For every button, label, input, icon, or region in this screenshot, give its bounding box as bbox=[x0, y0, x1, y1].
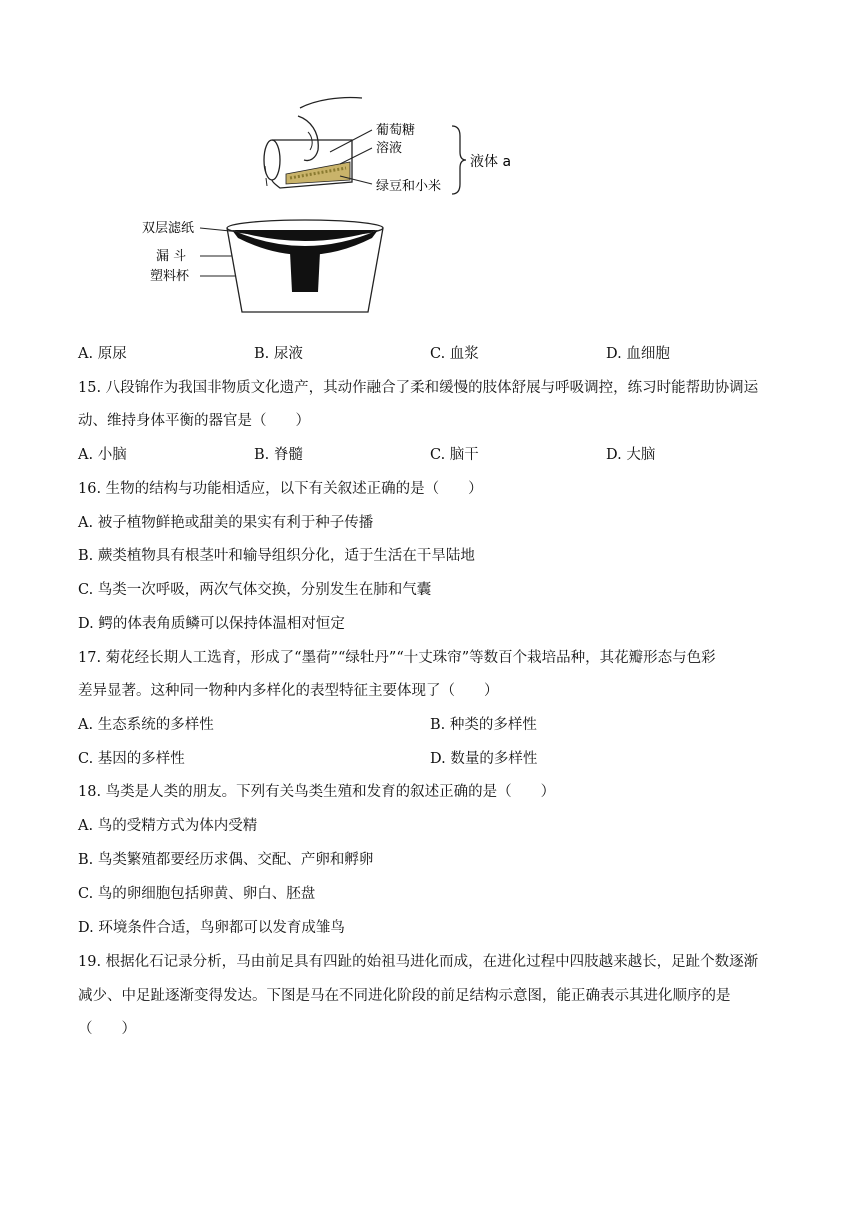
q14-option-a[interactable]: A. 原尿 bbox=[78, 346, 127, 362]
q19-stem-line2: 减少、中足趾逐渐变得发达。下图是马在不同进化阶段的前足结构示意图，能正确表示其进化顺序的是 bbox=[78, 988, 731, 1004]
q17-option-c[interactable]: C. 基因的多样性 bbox=[78, 751, 185, 767]
q14-option-b[interactable]: B. 尿液 bbox=[254, 346, 303, 362]
funnel-label: 漏 斗 bbox=[156, 249, 187, 264]
q16-option-a[interactable]: A. 被子植物鲜艳或甜美的果实有利于种子传播 bbox=[78, 515, 374, 531]
solution-label: 溶液 bbox=[376, 141, 403, 156]
q18-option-b[interactable]: B. 鸟类繁殖都要经历求偶、交配、产卵和孵卵 bbox=[78, 852, 374, 868]
q18-option-d[interactable]: D. 环境条件合适，鸟卵都可以发育成雏鸟 bbox=[78, 920, 345, 936]
q15-option-b[interactable]: B. 脊髓 bbox=[254, 447, 303, 463]
filtration-figure bbox=[140, 92, 540, 332]
q18-option-c[interactable]: C. 鸟的卵细胞包括卵黄、卵白、胚盘 bbox=[78, 886, 316, 902]
q17-stem-line2: 差异显著。这种同一物种内多样化的表型特征主要体现了（ ） bbox=[78, 683, 499, 699]
beans-label: 绿豆和小米 bbox=[376, 179, 442, 194]
q19-stem-line1: 19. 根据化石记录分析，马由前足具有四趾的始祖马进化而成，在进化过程中四肢越来越长，足趾个数逐渐 bbox=[78, 954, 759, 970]
q19-stem-line3: （ ） bbox=[78, 1021, 136, 1037]
q16-option-d[interactable]: D. 鳄的体表角质鳞可以保持体温相对恒定 bbox=[78, 616, 345, 632]
q16-option-b[interactable]: B. 蕨类植物具有根茎叶和输导组织分化，适于生活在干旱陆地 bbox=[78, 548, 475, 564]
q15-option-d[interactable]: D. 大脑 bbox=[606, 447, 656, 463]
q16-stem: 16. 生物的结构与功能相适应，以下有关叙述正确的是（ ） bbox=[78, 481, 483, 497]
q17-stem-line1: 17. 菊花经长期人工选育，形成了“墨荷”“绿牡丹”“十丈珠帘”等数百个栽培品种，其花瓣形态与色彩 bbox=[78, 650, 716, 666]
cup-label: 塑料杯 bbox=[150, 269, 190, 284]
filter-paper-label: 双层滤纸 bbox=[142, 221, 195, 236]
q15-stem-line1: 15. 八段锦作为我国非物质文化遗产，其动作融合了柔和缓慢的肢体舒展与呼吸调控，练习时能帮助协调运 bbox=[78, 380, 759, 396]
q17-option-a[interactable]: A. 生态系统的多样性 bbox=[78, 717, 214, 733]
q15-option-c[interactable]: C. 脑干 bbox=[430, 447, 479, 463]
q17-option-d[interactable]: D. 数量的多样性 bbox=[430, 751, 538, 767]
glucose-label: 葡萄糖 bbox=[376, 123, 416, 138]
q18-option-a[interactable]: A. 鸟的受精方式为体内受精 bbox=[78, 818, 258, 834]
q14-option-d[interactable]: D. 血细胞 bbox=[606, 346, 670, 362]
q18-stem: 18. 鸟类是人类的朋友。下列有关鸟类生殖和发育的叙述正确的是（ ） bbox=[78, 784, 556, 800]
q16-option-c[interactable]: C. 鸟类一次呼吸，两次气体交换，分别发生在肺和气囊 bbox=[78, 582, 432, 598]
q15-option-a[interactable]: A. 小脑 bbox=[78, 447, 127, 463]
liquid-a-label: 液体 a bbox=[470, 154, 512, 170]
funnel-cup bbox=[227, 220, 383, 312]
q17-option-b[interactable]: B. 种类的多样性 bbox=[430, 717, 537, 733]
q14-option-c[interactable]: C. 血浆 bbox=[430, 346, 479, 362]
q15-stem-line2: 动、维持身体平衡的器官是（ ） bbox=[78, 413, 310, 429]
